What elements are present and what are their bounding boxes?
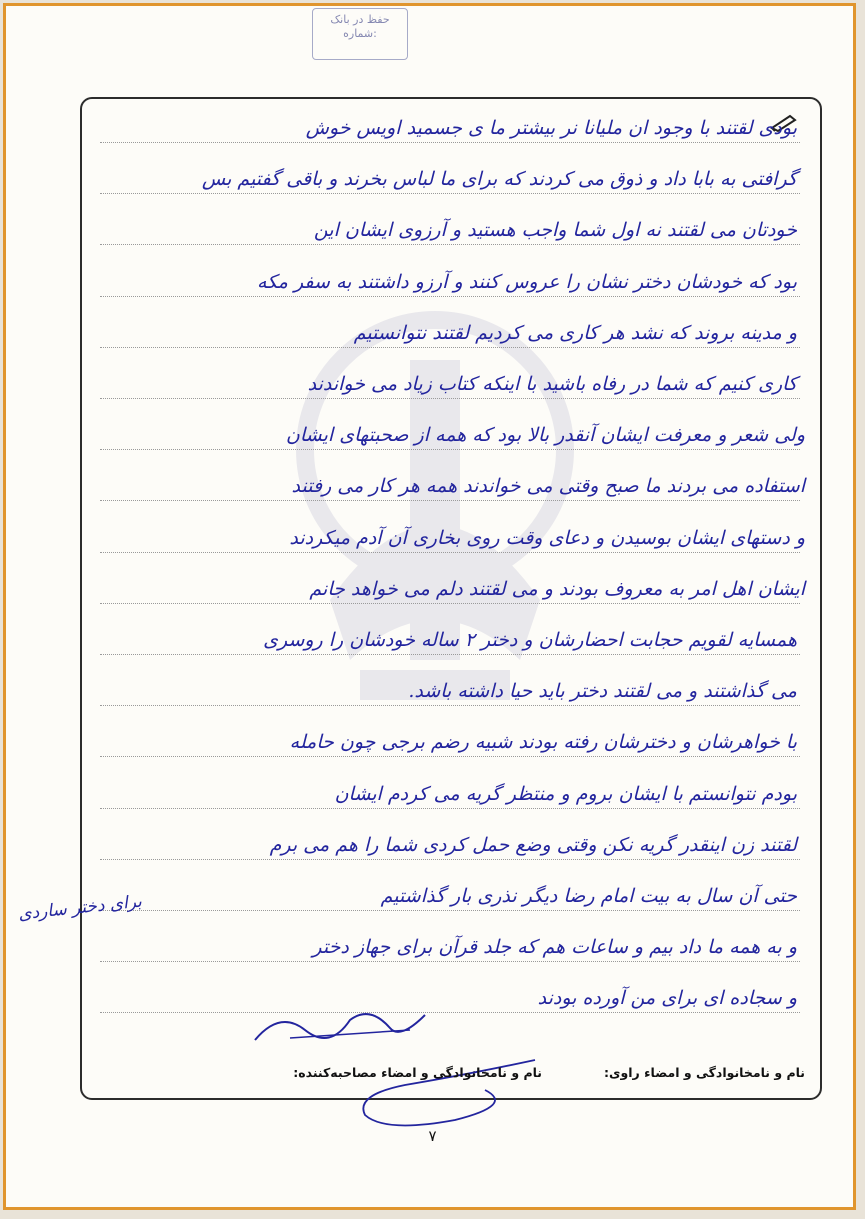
ruled-line xyxy=(100,296,800,297)
ruled-line xyxy=(100,859,800,860)
ruled-line xyxy=(100,142,800,143)
ruled-line xyxy=(100,705,800,706)
ruled-line xyxy=(100,1012,800,1013)
ruled-line xyxy=(100,398,800,399)
ruled-line xyxy=(100,552,800,553)
margin-note: برای دختر ساردی xyxy=(17,891,143,925)
ruled-line xyxy=(100,500,800,501)
handwritten-line: استفاده می بردند ما صبح وقتی می خواندند همه هر کار می رفتند xyxy=(291,475,805,497)
ruled-line xyxy=(100,193,800,194)
ruled-line xyxy=(100,808,800,809)
ruled-line xyxy=(100,910,800,911)
ruled-line xyxy=(100,347,800,348)
handwritten-line: کاری کنیم که شما در رفاه باشید با اینکه کتاب زیاد می خواندند xyxy=(307,373,797,395)
handwritten-line: با خواهرشان و دخترشان رفته بودند شبیه رضم برجی چون حامله xyxy=(289,731,797,753)
ruled-line xyxy=(100,449,800,450)
handwritten-line: ولی شعر و معرفت ایشان آنقدر بالا بود که همه از صحبتهای ایشان xyxy=(285,424,805,446)
handwritten-line: همسایه لقویم حجابت احضارشان و دختر ۲ ساله خودشان را روسری xyxy=(263,629,797,651)
ruled-line xyxy=(100,961,800,962)
handwritten-line: خودتان می لقتند نه اول شما واجب هستید و آرزوی ایشان این xyxy=(313,219,797,241)
handwritten-line: ایشان اهل امر به معروف بودند و می لقتند دلم می خواهد جانم xyxy=(309,578,805,600)
handwritten-line: و به همه ما داد بیم و ساعات هم که جلد قرآن برای جهاز دختر xyxy=(312,936,797,958)
ruled-line xyxy=(100,603,800,604)
ruled-line xyxy=(100,756,800,757)
handwritten-line: می گذاشتند و می لقتند دختر باید حیا داشته باشد. xyxy=(408,680,797,702)
handwritten-line: بودی لقتند با وجود ان ملیانا نر بیشتر ما ی جسمید اویس خوش xyxy=(305,117,797,139)
stamp-line-2: شماره: xyxy=(343,27,377,40)
handwritten-line: و سجاده ای برای من آورده بودند xyxy=(537,987,797,1009)
handwritten-line: حتی آن سال به بیت امام رضا دیگر نذری بار گذاشتیم xyxy=(380,885,797,907)
ruled-line xyxy=(100,244,800,245)
handwritten-line: و مدینه بروند که نشد هر کاری می کردیم لقتند نتوانستیم xyxy=(353,322,797,344)
archive-stamp xyxy=(312,8,408,60)
handwritten-line: لقتند زن اینقدر گریه نکن وقتی وضع حمل کردی شما را هم می برم xyxy=(269,834,797,856)
handwritten-line: بودم نتوانستم با ایشان بروم و منتظر گریه می کردم ایشان xyxy=(334,783,797,805)
watermark-emblem-icon xyxy=(270,300,600,720)
interviewer-signature-label: نام و نامخانوادگی و امضاء مصاحبه‌کننده: xyxy=(293,1065,542,1080)
narrator-signature-label: نام و نامخانوادگی و امضاء راوی: xyxy=(604,1065,805,1080)
handwritten-line: بود که خودشان دختر نشان را عروس کنند و آرزو داشتند به سفر مکه xyxy=(257,271,797,293)
page-number: ۷ xyxy=(428,1127,437,1145)
interviewer-signature-icon xyxy=(250,1000,430,1050)
handwritten-line: گرافتی به بابا داد و ذوق می کردند که برای ما لباس بخرند و باقی گفتیم بس xyxy=(201,168,797,190)
handwritten-line: و دستهای ایشان بوسیدن و دعای وقت روی بخاری آن آدم میکردند xyxy=(289,527,805,549)
ruled-line xyxy=(100,654,800,655)
stamp-line-1: حفظ در بانک xyxy=(330,13,390,26)
